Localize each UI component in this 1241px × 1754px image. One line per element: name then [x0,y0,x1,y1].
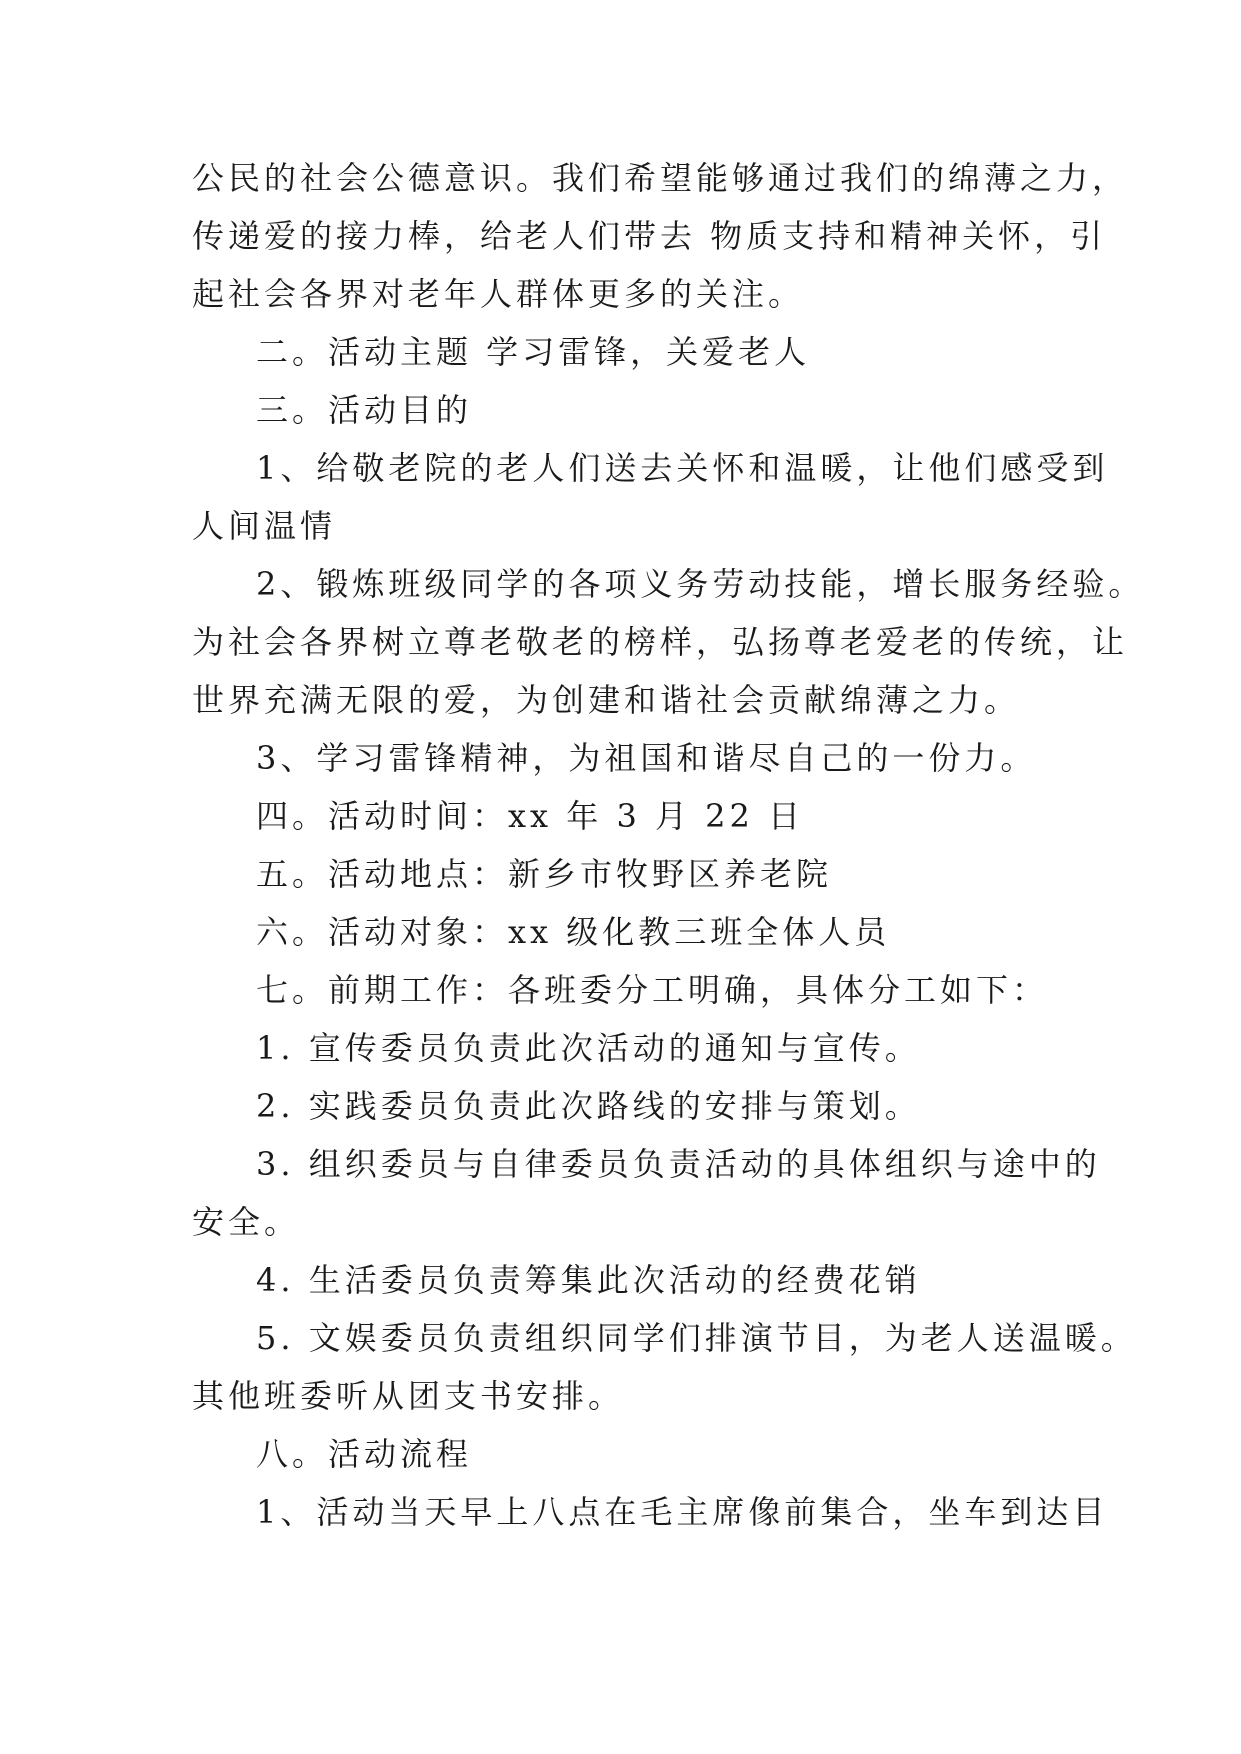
text-line: 起社会各界对老年人群体更多的关注。 [192,275,805,313]
list-item: 5. 文娱委员负责组织同学们排演节目，为老人送温暖。 [256,1319,1137,1357]
text-line: 公民的社会公德意识。我们希望能够通过我们的绵薄之力， [192,159,1129,197]
list-item: 2. 实践委员负责此次路线的安排与策划。 [256,1087,921,1125]
section-heading: 二。活动主题 学习雷锋，关爱老人 [256,333,811,371]
section-heading: 七。前期工作：各班委分工明确，具体分工如下： [256,971,1049,1009]
text-line: 1、给敬老院的老人们送去关怀和温暖，让他们感受到 [256,449,1109,487]
text-line: 2、锻炼班级同学的各项义务劳动技能，增长服务经验。 [256,565,1145,603]
text-line: 为社会各界树立尊老敬老的榜样，弘扬尊老爱老的传统，让 [192,623,1129,661]
text-line: 人间温情 [192,507,337,545]
section-heading: 三。活动目的 [256,391,473,429]
section-heading: 四。活动时间：xx 年 3 月 22 日 [256,797,805,835]
text-line: 1、活动当天早上八点在毛主席像前集合，坐车到达目 [256,1493,1109,1531]
list-item: 4. 生活委员负责筹集此次活动的经费花销 [256,1261,921,1299]
text-line: 3、学习雷锋精神，为祖国和谐尽自己的一份力。 [256,739,1037,777]
list-item: 1. 宣传委员负责此次活动的通知与宣传。 [256,1029,921,1067]
section-heading: 五。活动地点：新乡市牧野区养老院 [256,855,833,893]
section-heading: 八。活动流程 [256,1435,473,1473]
text-line: 世界充满无限的爱，为创建和谐社会贡献绵薄之力。 [192,681,1021,719]
list-item: 3. 组织委员与自律委员负责活动的具体组织与途中的 [256,1145,1101,1183]
text-line: 安全。 [192,1203,301,1241]
text-line: 传递爱的接力棒，给老人们带去 物质支持和精神关怀，引 [192,217,1107,255]
text-line: 其他班委听从团支书安排。 [192,1377,625,1415]
section-heading: 六。活动对象：xx 级化教三班全体人员 [256,913,891,951]
